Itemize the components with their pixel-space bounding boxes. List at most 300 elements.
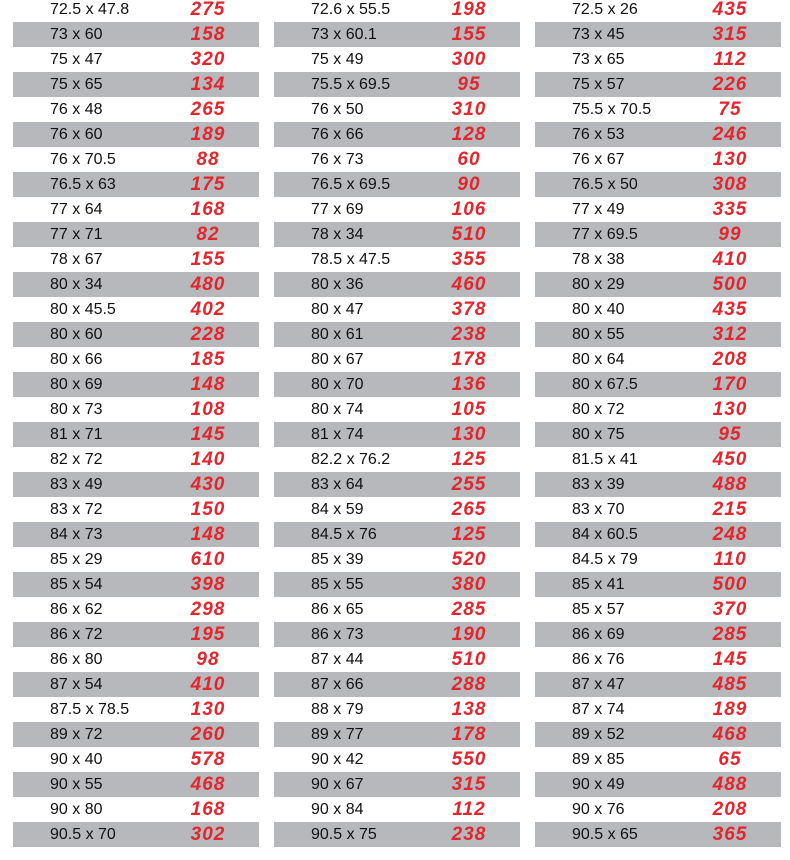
- table-row: [13, 597, 259, 622]
- size-label: 75 x 57: [572, 76, 625, 93]
- table-row: [274, 222, 520, 247]
- table-row: [274, 547, 520, 572]
- table-row: [535, 97, 781, 122]
- table-row: [535, 72, 781, 97]
- table-row: [13, 472, 259, 497]
- size-label: 73 x 65: [572, 51, 625, 68]
- value-label: 155: [190, 249, 226, 270]
- table-row: [13, 622, 259, 647]
- table-row: [274, 397, 520, 422]
- size-label: 77 x 69: [311, 201, 364, 218]
- size-label: 81.5 x 41: [572, 451, 638, 468]
- value-label: 450: [712, 449, 748, 470]
- table-row: [13, 647, 259, 672]
- value-label: 215: [712, 499, 748, 520]
- value-label: 88: [196, 149, 220, 170]
- table-row: [535, 447, 781, 472]
- table-row: [13, 147, 259, 172]
- table-row: [535, 722, 781, 747]
- table-row: [13, 297, 259, 322]
- size-label: 83 x 70: [572, 501, 625, 518]
- value-label: 260: [190, 724, 226, 745]
- table-row: [274, 322, 520, 347]
- size-label: 76 x 53: [572, 126, 625, 143]
- value-label: 500: [712, 574, 748, 595]
- size-label: 80 x 69: [50, 376, 103, 393]
- size-label: 83 x 72: [50, 501, 103, 518]
- size-label: 80 x 67: [311, 351, 364, 368]
- size-label: 87 x 74: [572, 701, 625, 718]
- size-label: 90 x 42: [311, 751, 364, 768]
- size-label: 77 x 64: [50, 201, 103, 218]
- value-label: 125: [451, 449, 487, 470]
- table-row: [13, 172, 259, 197]
- table-row: [13, 547, 259, 572]
- table-row: [13, 772, 259, 797]
- table-row: [274, 22, 520, 47]
- value-label: 468: [190, 774, 226, 795]
- value-label: 480: [190, 274, 226, 295]
- value-label: 520: [451, 549, 487, 570]
- table-row: [13, 822, 259, 847]
- value-label: 65: [718, 749, 742, 770]
- value-label: 488: [712, 774, 748, 795]
- size-label: 86 x 65: [311, 601, 364, 618]
- size-label: 77 x 69.5: [572, 226, 638, 243]
- size-label: 77 x 71: [50, 226, 103, 243]
- table-row: [535, 47, 781, 72]
- value-label: 510: [451, 224, 487, 245]
- value-label: 185: [190, 349, 226, 370]
- size-label: 80 x 34: [50, 276, 103, 293]
- value-label: 485: [712, 674, 748, 695]
- value-label: 308: [712, 174, 748, 195]
- size-label: 78 x 67: [50, 251, 103, 268]
- value-label: 190: [451, 624, 487, 645]
- size-label: 76 x 66: [311, 126, 364, 143]
- table-row: [535, 472, 781, 497]
- size-label: 84 x 59: [311, 501, 364, 518]
- size-label: 75 x 47: [50, 51, 103, 68]
- table-row: [535, 522, 781, 547]
- value-label: 302: [190, 824, 226, 845]
- value-label: 335: [712, 199, 748, 220]
- table-row: [535, 547, 781, 572]
- size-label: 72.5 x 47.8: [50, 1, 130, 18]
- size-label: 85 x 29: [50, 551, 103, 568]
- table-row: [274, 672, 520, 697]
- value-label: 248: [712, 524, 748, 545]
- table-row: [274, 797, 520, 822]
- size-label: 75 x 65: [50, 76, 103, 93]
- value-label: 105: [451, 399, 487, 420]
- value-label: 398: [190, 574, 226, 595]
- value-label: 112: [452, 799, 486, 820]
- table-row: [274, 297, 520, 322]
- size-label: 76 x 73: [311, 151, 364, 168]
- size-label: 83 x 64: [311, 476, 364, 493]
- value-label: 82: [196, 224, 220, 245]
- table-row: [274, 97, 520, 122]
- table-row: [274, 272, 520, 297]
- table-row: [13, 572, 259, 597]
- size-label: 90 x 40: [50, 751, 103, 768]
- table-row: [274, 447, 520, 472]
- size-label: 76 x 48: [50, 101, 103, 118]
- table-row: [535, 672, 781, 697]
- value-label: 155: [451, 24, 487, 45]
- table-row: [274, 172, 520, 197]
- value-label: 110: [713, 549, 747, 570]
- value-label: 168: [190, 799, 226, 820]
- size-label: 90 x 76: [572, 801, 625, 818]
- size-label: 80 x 64: [572, 351, 625, 368]
- table-row: [535, 622, 781, 647]
- value-label: 208: [712, 349, 748, 370]
- size-label: 90 x 67: [311, 776, 364, 793]
- table-row: [274, 697, 520, 722]
- table-row: [535, 397, 781, 422]
- table-row: [274, 622, 520, 647]
- value-label: 226: [712, 74, 748, 95]
- value-label: 460: [451, 274, 487, 295]
- table-row: [535, 697, 781, 722]
- size-label: 78 x 34: [311, 226, 364, 243]
- size-label: 80 x 72: [572, 401, 625, 418]
- table-row: [13, 422, 259, 447]
- size-label: 80 x 74: [311, 401, 364, 418]
- value-label: 198: [451, 0, 487, 20]
- value-label: 238: [451, 324, 487, 345]
- size-label: 90.5 x 70: [50, 826, 116, 843]
- value-label: 578: [190, 749, 226, 770]
- table-row: [535, 297, 781, 322]
- column-2: [274, 0, 520, 847]
- table-row: [13, 447, 259, 472]
- table-row: [13, 272, 259, 297]
- size-label: 89 x 77: [311, 726, 364, 743]
- value-label: 106: [451, 199, 487, 220]
- value-label: 158: [190, 24, 226, 45]
- table-row: [535, 147, 781, 172]
- value-label: 108: [190, 399, 226, 420]
- table-row: [535, 797, 781, 822]
- table-row: [535, 647, 781, 672]
- size-label: 83 x 39: [572, 476, 625, 493]
- value-label: 238: [451, 824, 487, 845]
- value-label: 228: [190, 324, 226, 345]
- value-label: 140: [190, 449, 226, 470]
- value-label: 378: [451, 299, 487, 320]
- size-label: 73 x 60.1: [311, 26, 377, 43]
- value-label: 315: [712, 24, 748, 45]
- size-label: 81 x 71: [50, 426, 103, 443]
- value-label: 189: [190, 124, 226, 145]
- table-row: [13, 122, 259, 147]
- column-3: [535, 0, 781, 847]
- value-label: 435: [712, 0, 748, 20]
- table-row: [535, 272, 781, 297]
- size-label: 84 x 60.5: [572, 526, 638, 543]
- size-label: 76.5 x 50: [572, 176, 638, 193]
- value-label: 402: [190, 299, 226, 320]
- table-row: [535, 322, 781, 347]
- table-row: [13, 797, 259, 822]
- table-row: [535, 122, 781, 147]
- value-label: 130: [712, 149, 748, 170]
- value-label: 90: [457, 174, 481, 195]
- table-row: [13, 397, 259, 422]
- value-label: 610: [190, 549, 226, 570]
- size-label: 86 x 62: [50, 601, 103, 618]
- size-label: 85 x 57: [572, 601, 625, 618]
- table-row: [535, 497, 781, 522]
- size-label: 80 x 40: [572, 301, 625, 318]
- table-row: [13, 0, 259, 22]
- size-label: 85 x 54: [50, 576, 103, 593]
- size-label: 80 x 29: [572, 276, 625, 293]
- value-label: 150: [190, 499, 226, 520]
- table-row: [535, 747, 781, 772]
- table-row: [13, 372, 259, 397]
- size-label: 86 x 72: [50, 626, 103, 643]
- table-row: [535, 597, 781, 622]
- value-label: 255: [451, 474, 487, 495]
- value-label: 189: [712, 699, 748, 720]
- size-label: 85 x 41: [572, 576, 625, 593]
- table-row: [13, 72, 259, 97]
- value-label: 128: [451, 124, 487, 145]
- value-label: 365: [712, 824, 748, 845]
- value-label: 430: [190, 474, 226, 495]
- size-label: 76.5 x 69.5: [311, 176, 391, 193]
- column-1: [13, 0, 259, 847]
- size-label: 80 x 75: [572, 426, 625, 443]
- size-label: 80 x 60: [50, 326, 103, 343]
- table-row: [274, 647, 520, 672]
- size-label: 73 x 60: [50, 26, 103, 43]
- size-label: 80 x 36: [311, 276, 364, 293]
- size-label: 77 x 49: [572, 201, 625, 218]
- size-label: 72.6 x 55.5: [311, 1, 391, 18]
- table-row: [535, 0, 781, 22]
- size-label: 84.5 x 76: [311, 526, 377, 543]
- table-row: [274, 72, 520, 97]
- value-label: 315: [451, 774, 487, 795]
- size-label: 80 x 73: [50, 401, 103, 418]
- size-label: 86 x 69: [572, 626, 625, 643]
- size-label: 84.5 x 79: [572, 551, 638, 568]
- value-label: 99: [718, 224, 742, 245]
- size-label: 89 x 52: [572, 726, 625, 743]
- size-label: 86 x 80: [50, 651, 103, 668]
- size-label: 80 x 70: [311, 376, 364, 393]
- table-row: [535, 822, 781, 847]
- table-row: [274, 472, 520, 497]
- size-label: 90.5 x 75: [311, 826, 377, 843]
- value-label: 355: [451, 249, 487, 270]
- table-row: [13, 247, 259, 272]
- size-label: 80 x 66: [50, 351, 103, 368]
- size-label: 80 x 45.5: [50, 301, 116, 318]
- table-row: [274, 347, 520, 372]
- value-label: 95: [457, 74, 481, 95]
- value-label: 310: [451, 99, 487, 120]
- size-label: 89 x 72: [50, 726, 103, 743]
- table-row: [274, 522, 520, 547]
- size-label: 73 x 45: [572, 26, 625, 43]
- size-label: 82.2 x 76.2: [311, 451, 391, 468]
- size-label: 86 x 76: [572, 651, 625, 668]
- value-label: 208: [712, 799, 748, 820]
- value-label: 312: [712, 324, 748, 345]
- value-label: 125: [451, 524, 487, 545]
- table-row: [535, 172, 781, 197]
- size-label: 85 x 39: [311, 551, 364, 568]
- value-label: 60: [457, 149, 481, 170]
- value-label: 130: [712, 399, 748, 420]
- table-row: [13, 22, 259, 47]
- table-row: [13, 672, 259, 697]
- value-label: 130: [190, 699, 226, 720]
- table-row: [274, 0, 520, 22]
- table-row: [274, 372, 520, 397]
- value-label: 178: [451, 349, 487, 370]
- table-row: [535, 422, 781, 447]
- table-row: [13, 47, 259, 72]
- table-row: [535, 222, 781, 247]
- value-label: 175: [190, 174, 226, 195]
- value-label: 500: [712, 274, 748, 295]
- table-row: [274, 722, 520, 747]
- value-label: 145: [712, 649, 748, 670]
- table-row: [274, 772, 520, 797]
- value-label: 138: [451, 699, 487, 720]
- value-label: 288: [451, 674, 487, 695]
- size-label: 90.5 x 65: [572, 826, 638, 843]
- value-label: 195: [190, 624, 226, 645]
- value-label: 265: [451, 499, 487, 520]
- size-label: 88 x 79: [311, 701, 364, 718]
- value-label: 285: [712, 624, 748, 645]
- size-label: 87.5 x 78.5: [50, 701, 130, 718]
- size-label: 87 x 66: [311, 676, 364, 693]
- value-label: 148: [190, 524, 226, 545]
- table-row: [13, 347, 259, 372]
- table-row: [535, 772, 781, 797]
- table-row: [274, 122, 520, 147]
- value-label: 148: [190, 374, 226, 395]
- table-row: [274, 197, 520, 222]
- value-label: 136: [451, 374, 487, 395]
- size-label: 83 x 49: [50, 476, 103, 493]
- value-label: 488: [712, 474, 748, 495]
- value-label: 410: [712, 249, 748, 270]
- size-label: 80 x 61: [311, 326, 364, 343]
- size-label: 87 x 47: [572, 676, 625, 693]
- value-label: 320: [190, 49, 226, 70]
- table-row: [274, 572, 520, 597]
- value-label: 300: [451, 49, 487, 70]
- value-label: 468: [712, 724, 748, 745]
- size-label: 75.5 x 70.5: [572, 101, 652, 118]
- table-row: [13, 522, 259, 547]
- table-row: [274, 497, 520, 522]
- size-label: 89 x 85: [572, 751, 625, 768]
- value-label: 134: [190, 74, 226, 95]
- table-row: [13, 322, 259, 347]
- value-label: 95: [718, 424, 742, 445]
- size-label: 75.5 x 69.5: [311, 76, 391, 93]
- value-label: 170: [712, 374, 748, 395]
- table-row: [13, 747, 259, 772]
- table-row: [274, 747, 520, 772]
- size-label: 87 x 44: [311, 651, 364, 668]
- table-row: [274, 422, 520, 447]
- table-row: [535, 372, 781, 397]
- size-label: 87 x 54: [50, 676, 103, 693]
- size-label: 82 x 72: [50, 451, 103, 468]
- table-row: [13, 97, 259, 122]
- value-label: 275: [190, 0, 226, 20]
- value-label: 145: [190, 424, 226, 445]
- table-row: [535, 197, 781, 222]
- size-label: 85 x 55: [311, 576, 364, 593]
- table-row: [13, 222, 259, 247]
- size-label: 90 x 55: [50, 776, 103, 793]
- size-label: 76 x 50: [311, 101, 364, 118]
- table-row: [13, 697, 259, 722]
- size-label: 76.5 x 63: [50, 176, 116, 193]
- value-label: 178: [451, 724, 487, 745]
- table-row: [535, 247, 781, 272]
- table-row: [13, 497, 259, 522]
- table-row: [274, 597, 520, 622]
- value-label: 550: [451, 749, 487, 770]
- size-label: 76 x 60: [50, 126, 103, 143]
- table-row: [13, 722, 259, 747]
- table-row: [274, 247, 520, 272]
- size-label: 80 x 67.5: [572, 376, 638, 393]
- size-label: 78 x 38: [572, 251, 625, 268]
- value-label: 130: [451, 424, 487, 445]
- table-row: [274, 147, 520, 172]
- table-row: [535, 572, 781, 597]
- size-label: 86 x 73: [311, 626, 364, 643]
- value-label: 112: [713, 49, 747, 70]
- size-label: 75 x 49: [311, 51, 364, 68]
- size-label: 80 x 55: [572, 326, 625, 343]
- table-row: [13, 197, 259, 222]
- table-row: [535, 22, 781, 47]
- value-label: 370: [712, 599, 748, 620]
- table-row: [535, 347, 781, 372]
- size-label: 81 x 74: [311, 426, 364, 443]
- size-label: 90 x 80: [50, 801, 103, 818]
- table-row: [274, 47, 520, 72]
- value-label: 168: [190, 199, 226, 220]
- size-label: 76 x 67: [572, 151, 625, 168]
- value-label: 298: [190, 599, 226, 620]
- value-label: 285: [451, 599, 487, 620]
- table-row: [274, 822, 520, 847]
- size-label: 78.5 x 47.5: [311, 251, 391, 268]
- value-label: 98: [196, 649, 220, 670]
- value-label: 435: [712, 299, 748, 320]
- value-label: 510: [451, 649, 487, 670]
- size-label: 90 x 84: [311, 801, 364, 818]
- value-label: 410: [190, 674, 226, 695]
